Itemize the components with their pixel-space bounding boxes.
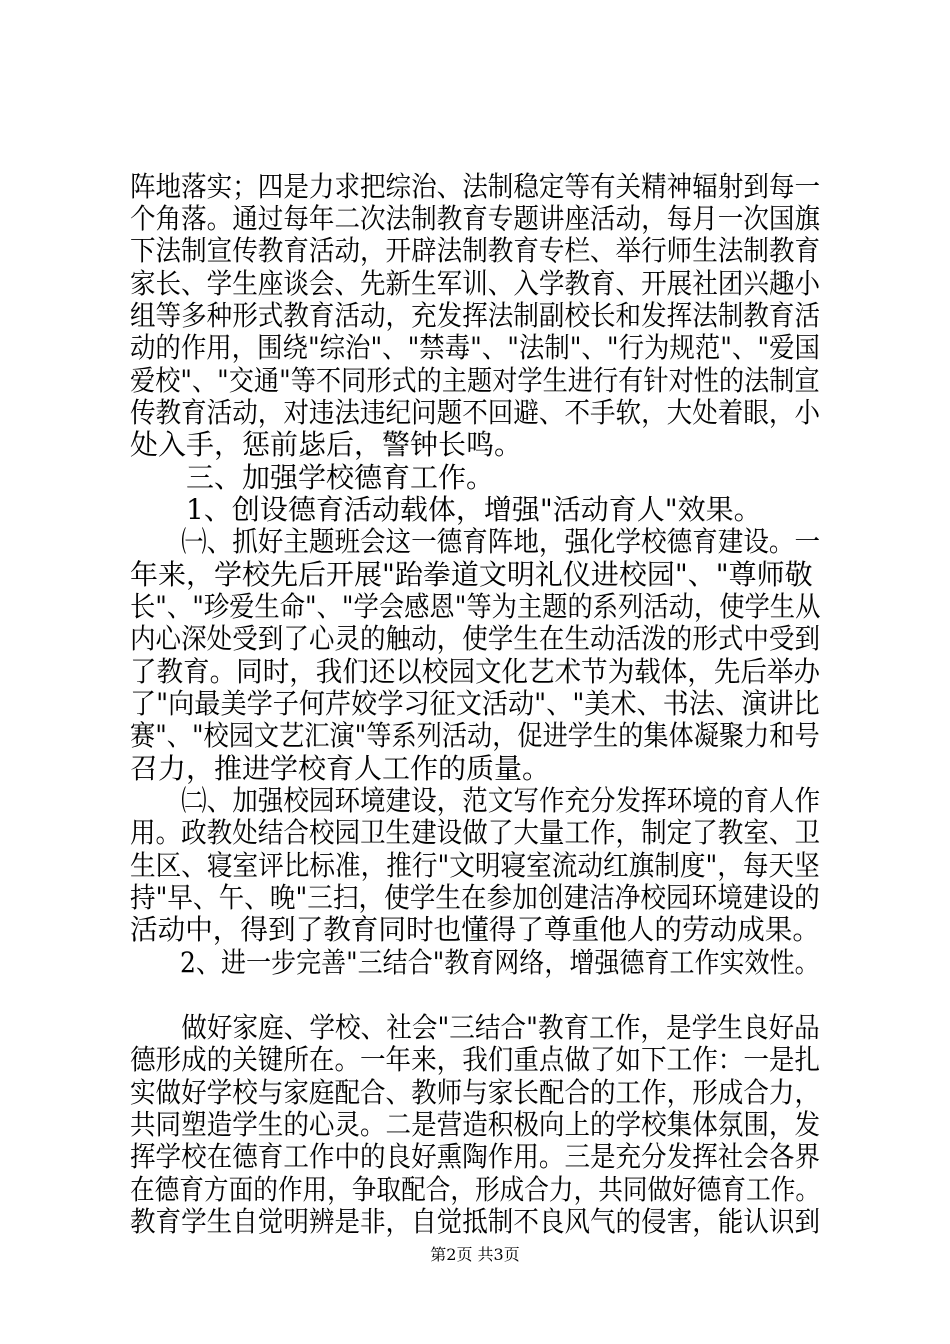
text-line: 在德育方面的作用，争取配合，形成合力，共同做好德育工作。 [130,1173,821,1206]
text-line: 德形成的关键所在。一年来，我们重点做了如下工作：一是扎 [130,1043,821,1076]
text-line: 组等多种形式教育活动，充发挥法制副校长和发挥法制教育活 [130,299,821,332]
text-line: 持"早、午、晚"三扫，使学生在参加创建洁净校园环境建设的 [130,881,820,914]
text-line: 爱校"、"交通"等不同形式的主题对学生进行有针对性的法制宣 [130,364,820,397]
text-line: 生区、寝室评比标准，推行"文明寝室流动红旗制度"，每天坚 [130,849,820,882]
text-line: 传教育活动，对违法违纪问题不回避、不手软，大处着眼，小 [130,396,821,429]
text-line: 挥学校在德育工作中的良好熏陶作用。三是充分发挥社会各界 [130,1140,821,1173]
text-line: 用。政教处结合校园卫生建设做了大量工作，制定了教室、卫 [130,816,821,849]
text-line: 长"、"珍爱生命"、"学会感恩"等为主题的系列活动，使学生从 [130,590,821,623]
page-number-footer: 第2页 共3页 [430,1245,520,1264]
text-line: 动的作用，围绕"综治"、"禁毒"、"法制"、"行为规范"、"爱国 [130,331,820,364]
text-line: 阵地落实；四是力求把综治、法制稳定等有关精神辐射到每一 [130,170,821,203]
text-line: 下法制宣传教育活动，开辟法制教育专栏、举行师生法制教育 [130,234,821,267]
text-line: 教育学生自觉明辨是非，自觉抵制不良风气的侵害，能认识到 [130,1205,821,1238]
text-line: 年来，学校先后开展"跆拳道文明礼仪进校园"、"尊师敬 [130,558,813,591]
text-line: 实做好学校与家庭配合、教师与家长配合的工作，形成合力， [130,1076,821,1109]
text-line: 共同塑造学生的心灵。二是营造积极向上的学校集体氛围，发 [130,1108,821,1141]
text-line: 赛"、"校园文艺汇演"等系列活动，促进学生的集体凝聚力和号 [130,719,820,752]
text-line: ㈠、抓好主题班会这一德育阵地，强化学校德育建设。一 [130,525,821,558]
text-line: 做好家庭、学校、社会"三结合"教育工作，是学生良好品 [130,1011,820,1044]
text-line: 内心深处受到了心灵的触动，使学生在生动活泼的形式中受到 [130,622,821,655]
text-line: 了"向最美学子何芹姣学习征文活动"、"美术、书法、演讲比 [130,687,820,720]
subsection-heading: 2、进一步完善"三结合"教育网络，增强德育工作实效性。 [130,946,820,979]
text-line: ㈡、加强校园环境建设，范文写作充分发挥环境的育人作 [130,784,821,817]
text-line: 召力，推进学校育人工作的质量。 [130,752,551,785]
text-line: 家长、学生座谈会、先新生军训、入学教育、开展社团兴趣小 [130,267,821,300]
text-line: 活动中，得到了教育同时也懂得了尊重他人的劳动成果。 [130,913,821,946]
text-line: 处入手，惩前毖后，警钟长鸣。 [130,428,523,461]
text-line: 了教育。同时，我们还以校园文化艺术节为载体，先后举办 [130,655,821,688]
subsection-heading: 1、创设德育活动载体，增强"活动育人"效果。 [130,493,762,526]
text-line: 个角落。通过每年二次法制教育专题讲座活动，每月一次国旗 [130,202,821,235]
section-heading: 三、加强学校德育工作。 [130,461,495,494]
